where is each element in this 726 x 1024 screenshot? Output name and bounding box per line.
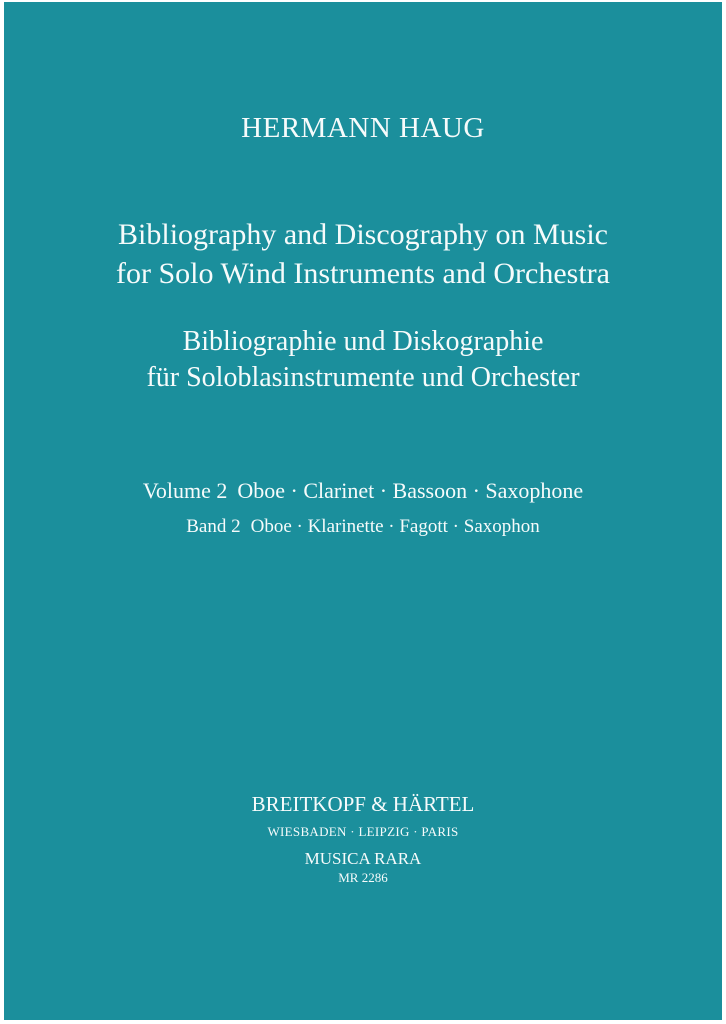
- catalog-number: MR 2286: [338, 870, 388, 885]
- book-cover: [4, 2, 722, 1020]
- volume-english: [4, 480, 722, 502]
- publisher-imprint: MUSICA RARA: [304, 849, 422, 868]
- author-name: HERMANN HAUG: [241, 112, 485, 144]
- title-german-line-2: für Soloblasinstrumente und Orchester: [146, 362, 580, 393]
- volume-german-label: Band 2: [186, 516, 241, 537]
- volume-german-instruments: Oboe · Klarinette · Fagott · Saxophon: [250, 516, 540, 537]
- title-english-line-1: Bibliography and Discography on Music: [118, 218, 608, 251]
- volume-english-label: Volume 2: [142, 478, 228, 503]
- publisher-cities: WIESBADEN · LEIPZIG · PARIS: [267, 824, 459, 839]
- volume-german: [4, 517, 722, 536]
- volume-english-instruments: Oboe · Clarinet · Bassoon · Saxophone: [237, 478, 584, 503]
- publisher-name: BREITKOPF & HÄRTEL: [251, 792, 475, 816]
- title-english-line-2: for Solo Wind Instruments and Orchestra: [116, 257, 610, 290]
- title-german-line-1: Bibliographie und Diskographie: [182, 326, 544, 357]
